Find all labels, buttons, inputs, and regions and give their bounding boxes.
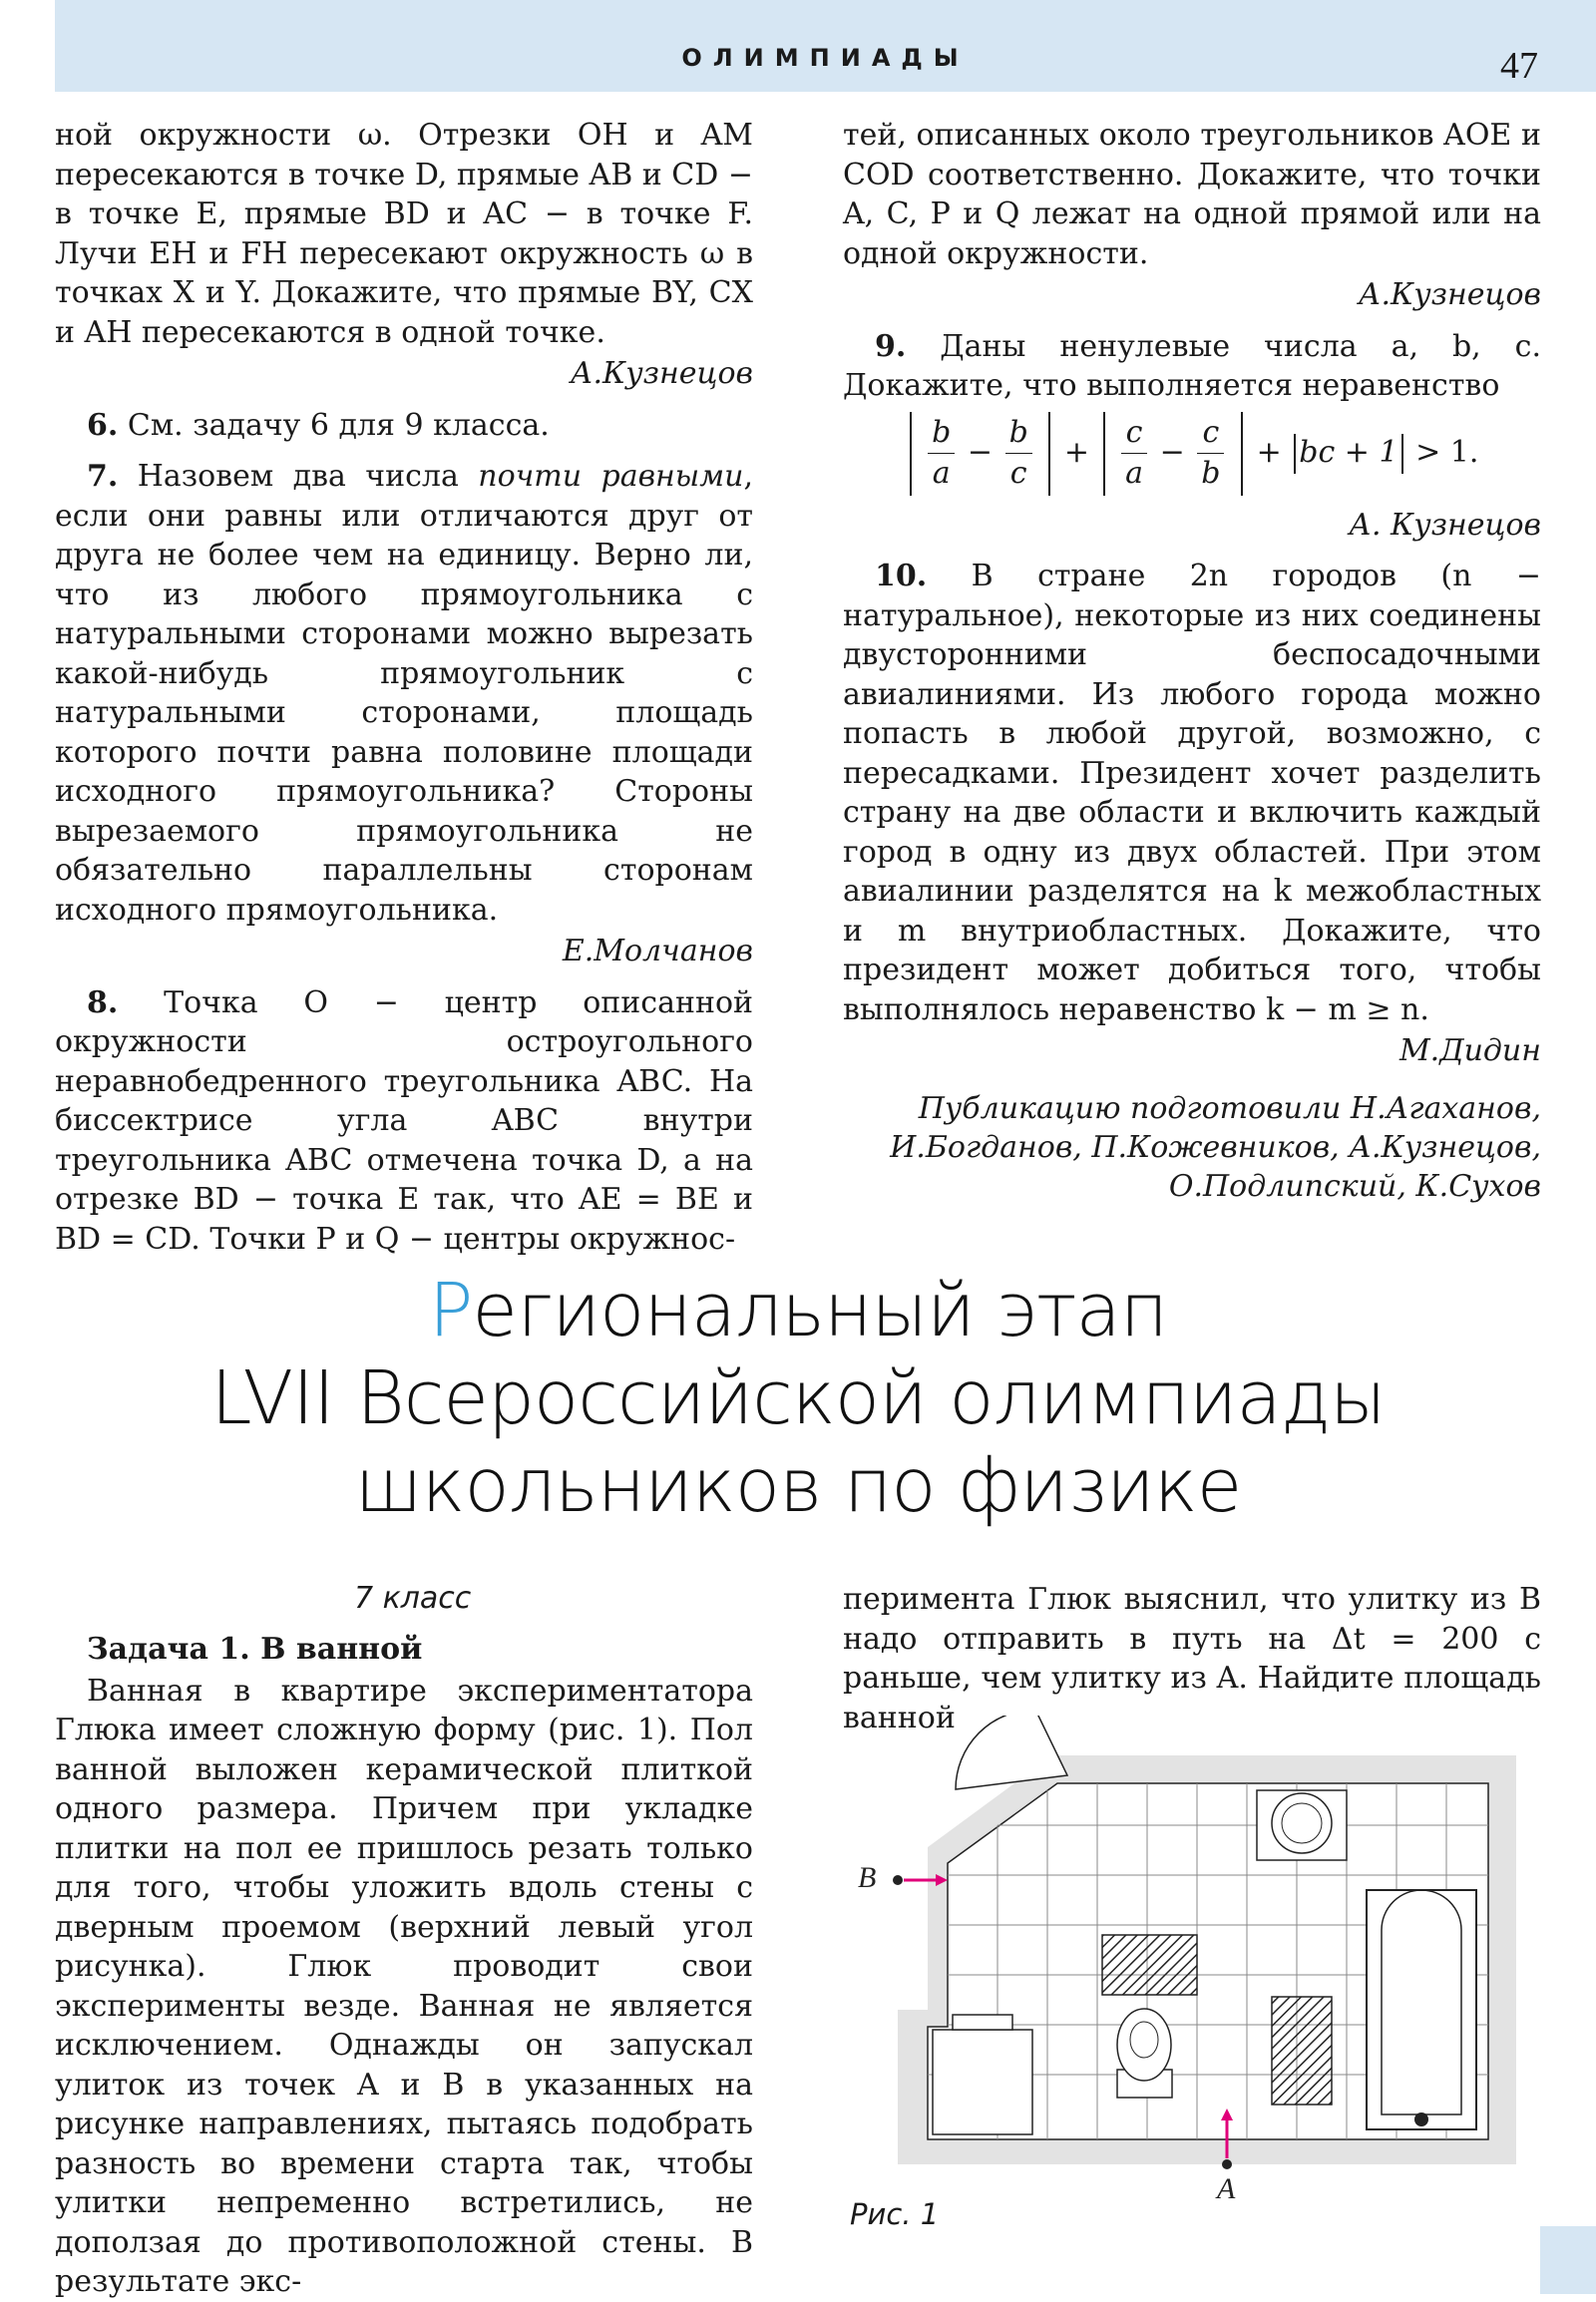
problem-8-continued: тей, описанных около треугольников AOE и COD соответственно. Докажите, что точки A, C, P и Q лежат на одной прямой или на одной окружности. (843, 118, 1541, 271)
problem-text: В стране 2n городов (n − натуральное), некоторые из них соединены двусторонними беспосадочными авиалиниями. Из любого города можно попасть в любой другой, возможно, с пересадками. Президент хочет разделить страну на две области и включить каждый город в одну из двух областей. При этом авиалинии разделятся на k межобластных и m внутриобластных. Докажите, что президент может добиться того, чтобы выполнялось неравенство k − m ≥ n. (843, 559, 1541, 1027)
problem-number: 6. (87, 407, 119, 443)
problem-10 (843, 557, 1541, 1029)
fraction: $\frac{c}{b}$ (1197, 413, 1224, 494)
problem-text: , если они равны или отличаются друг от друга не более чем на единицу. Верно ли, что из любого прямоугольника с натуральными сторонами можно вырезать какой-нибудь прямоугольник с натуральными сторонами, площадь которого почти равна половине площади исходного прямоугольника? Стороны вырезаемого прямоугольника не обязательно параллельны сторонам исходного прямоугольника. (55, 459, 753, 928)
section-title: ОЛИМПИАДЫ (681, 44, 970, 72)
signature: А. Кузнецов (1349, 507, 1541, 543)
bath-mat (1102, 1935, 1197, 1995)
figure-caption: Рис. 1 (850, 2197, 940, 2231)
signature: А.Кузнецов (1358, 277, 1541, 312)
problem-number: 8. (87, 984, 119, 1020)
abs-bar (1241, 412, 1243, 496)
fraction: $\frac{b}{c}$ (1005, 413, 1032, 494)
inequality-formula (843, 412, 1541, 496)
article-title (0, 1267, 1596, 1530)
problem-text: Даны ненулевые числа a, b, c. Докажите, что выполняется неравенство (843, 328, 1541, 403)
abs-bar (1103, 412, 1105, 496)
corner-decoration (1540, 2226, 1596, 2294)
page-header (55, 0, 1596, 92)
point-b (893, 1875, 903, 1885)
bathtub (1367, 1890, 1476, 2129)
paragraph-intro: ной окружности ω. Отрезки OH и AM пересекаются в точке D, прямые AB и CD − в точке E, прямые BD и AC − в точке F. Лучи EH и FH пересекают окружность ω в точках X и Y. Докажите, что прямые BY, CX и AH пересекаются в одной точке. (55, 118, 753, 350)
task-1-continued (843, 1580, 1541, 1737)
credits-line: О.Подлипский, К.Сухов (1168, 1168, 1541, 1204)
washing-machine (933, 2030, 1032, 2134)
credits-line: Публикацию подготовили Н.Агаханов, (918, 1090, 1541, 1126)
signature: А.Кузнецов (570, 356, 753, 391)
abs-bar (1401, 434, 1403, 474)
plus-sign: + (1256, 434, 1282, 470)
title-line: LVII Всероссийской олимпиады (210, 1355, 1386, 1441)
minus-sign: − (967, 434, 994, 470)
label-a: A (1217, 2172, 1236, 2204)
credits (843, 1089, 1541, 1206)
bathroom-plan-figure (848, 1716, 1556, 2204)
page-number: 47 (1500, 45, 1538, 87)
plus-sign: + (1063, 434, 1090, 470)
point-a (1222, 2159, 1232, 2169)
task-text: перимента Глюк выяснил, что улитку из B надо отправить в путь на Δt = 200 с раньше, чем улитку из A. Найдите площадь ванной (843, 1582, 1541, 1735)
formula-rhs: > 1. (1415, 434, 1479, 470)
label-b: B (858, 1861, 877, 1894)
minus-sign: − (1159, 434, 1185, 470)
problem-8 (55, 983, 753, 1260)
problem-number: 7. (87, 459, 119, 494)
problem-text: Назовем два числа (137, 459, 479, 494)
rug (1272, 1997, 1332, 2105)
problem-number: 9. (875, 328, 907, 364)
fraction: $\frac{c}{a}$ (1121, 413, 1147, 494)
title-line: егиональный этап (472, 1268, 1168, 1353)
title-initial: Р (428, 1268, 473, 1353)
problem-6 (55, 406, 753, 446)
credits-line: И.Богданов, П.Кожевников, А.Кузнецов, (890, 1129, 1541, 1165)
abs-bar (1294, 434, 1296, 474)
right-column (843, 116, 1541, 1206)
abs-bar (910, 412, 912, 496)
grade-label: 7 класс (354, 1581, 472, 1616)
drain-icon (1414, 2112, 1428, 2126)
formula-term: bc + 1 (1299, 434, 1398, 470)
signature: М.Дидин (1398, 1033, 1541, 1068)
signature: Е.Молчанов (562, 934, 753, 968)
task-text: Ванная в квартире экспериментатора Глюка имеет сложную форму (рис. 1). Пол ванной выложен керамической плиткой одного размера. Причем при укладке плитки на пол ее пришлось резать только для того, чтобы уложить вдоль стены с дверным проемом (верхний левый угол рисунка). Глюк проводит свои эксперименты везде. Ванная не является исключением. Однажды он запускал улиток из точек A и B в указанных на рисунке направлениях, пытаясь подобрать разность во времени старта так, чтобы улитки непременно встретились, не доползая до противоположной стены. В результате экс- (55, 1673, 753, 2299)
problem-text: Точка O − центр описанной окружности остроугольного неравнобедренного треугольника ABC. На биссектрисе угла ABC внутри треугольника ABC отмечена точка D, а на отрезке BD − точка E так, что AE = BE и BD = CD. Точки P и Q − центры окружнос- (55, 984, 754, 1257)
emphasis: почти равными (478, 459, 744, 494)
left-column (55, 116, 753, 1259)
abs-bar (1048, 412, 1050, 496)
problem-text: См. задачу 6 для 9 класса. (127, 407, 550, 443)
task-title: Задача 1. В ванной (87, 1632, 423, 1667)
problem-number: 10. (875, 559, 928, 593)
fraction: $\frac{b}{a}$ (928, 413, 955, 494)
problem-7 (55, 457, 753, 930)
task-1-column (55, 1630, 753, 2302)
title-line: школьников по физике (354, 1443, 1242, 1529)
problem-9 (843, 327, 1541, 406)
sink-icon (1272, 1793, 1332, 1853)
